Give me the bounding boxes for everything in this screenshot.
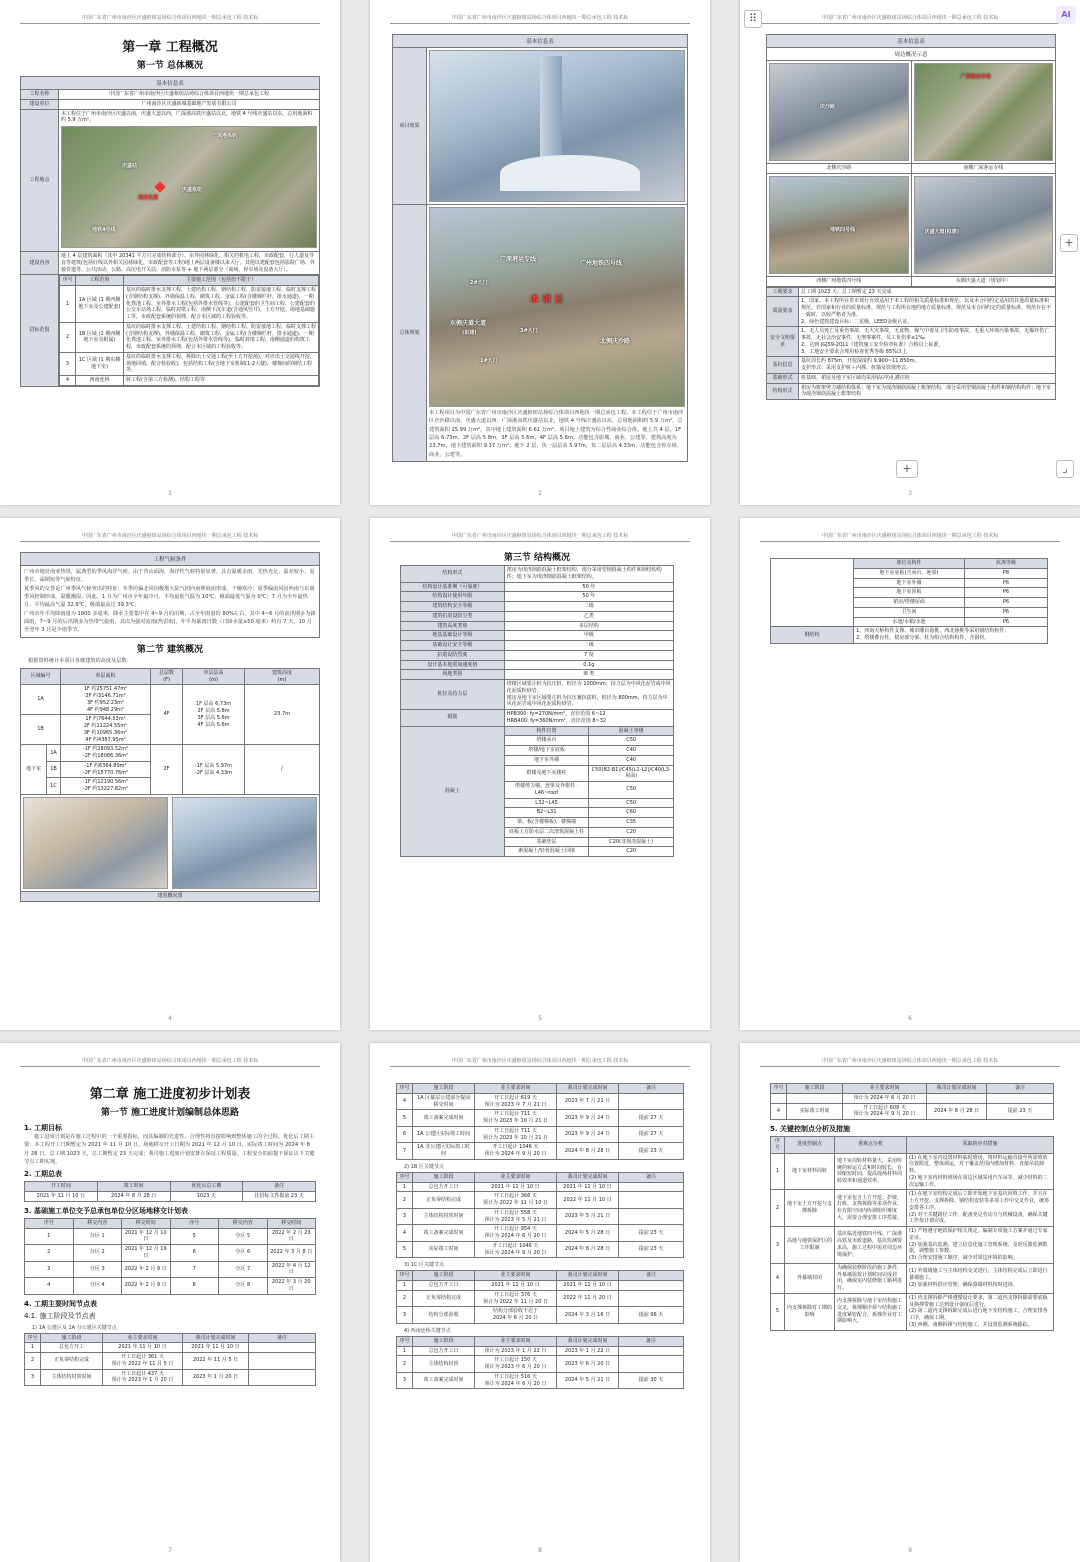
doc-page-1 — [0, 0, 340, 505]
page-header: 中国广东省广州市南沙区庆盛枢纽站场综合体项目西地块一期总承包工程 技术标 — [390, 14, 690, 24]
row-label: 工程名称 — [21, 90, 59, 100]
row-label: 建设单位 — [21, 99, 59, 109]
node-table-bridge: 序号 施工阶段 业主要求时间 我司计划完成时间 备注 1 总包方开工日 预计为 2023 年 1 月 22 日 2023 年 1 月 22 日 2 主体结构封顶 开工日起计 150 天 预计为 2023 年 6 月 20 日 2023 年 6 月 20 日 3 竣工备案完成时间 开工日起计 516 天 预计为 2024 年 6 月 20 日 2024 年 5 月 21 日 提前 30 天 — [396, 1336, 684, 1390]
ai-assistant-button[interactable]: AI — [1056, 6, 1076, 24]
page-header: 中国广东省广州市南沙区庆盛枢纽站场综合体项目西地块一期总承包工程 技术标 — [20, 14, 320, 24]
key-control-table: 序号 进度控制点 重难点分析 采取的应对措施 1 地下室材料周转 地下室周转材料量大，采用传统的转运方式和时间较长，有效缩短时间，提高现场材料周转效率和通道效率。 (1) 在地下室内设置材料临时堆场，将材料运输直接至所需堆放位置附近，整体调运，对于覆盖范围内增加材料，直接吊装卸料。 (2) 地下室内材料堆场在周边区域采用汽车吊等，减少材料的二次运输工作。 2 地下室土方开挖与支撑拆除 地下室包含土方开挖、护坡、打桩、支撑拆除等多项作业，在有限空间内协调组织难度大，需要合理安排工序搭接。 (1) 在地下室结构完成后立即开始地下室基坑回填工作，并且在土方开挖、支撑拆除、钢结构安装等多项工作中交叉作业，统筹安排各工序。 (2) 对于关键路径工作，配备充足劳动力与机械设备，确保关键工作按计划完成。 3 高地与地铁保护区的工作限制 基坑临近地铁四号线、广深港高铁及市政道路，基坑监测要求高，施工过程中需对周边环境保护。 (1) 严格遵守地铁保护相关规定，编制专项施工方案并通过专家论证。 (2) 加强基坑监测，建立信息化施工管理系统，及时反馈监测数据，调整施工参数。 (3) 合理安排施工顺序，减少对周边环境的影响。 4 外幕墙封闭 为确保装修阶段的施工条件，外幕墙需按计划时间完成封闭，确保室内装修施工顺利进行。 (1) 外幕墙施工与主体结构交叉进行，主体结构完成后立即进行幕墙施工。 (2) 加强材料供应管理，确保幕墙材料按时进场。 5 内支撑拆除对工期的影响 内支撑拆除与地下室结构施工交叉，拆撑顺序须与结构施工进度紧密配合，拆撑作业对工期影响大。 (1) 内支撑拆除严格遵循设计要求，第二道内支撑拆除需要底板及换撑带施工达到设计强度后进行。 (2) 第二道内支撑拆除完成后进行地下室结构施工，合理安排各工序，确保工期。 (3) 西侧、南侧拆撑与结构施工，并设置监测系统跟踪。 — [770, 1136, 1054, 1331]
page-header: 中国广东省广州市南沙区庆盛枢纽站场综合体项目西地块一期总承包工程 技术标 — [20, 532, 320, 542]
row-label: 招标范围 — [21, 275, 59, 387]
subheading: 5. 关键控制点分析及措施 — [770, 1125, 850, 1133]
doc-page-6 — [740, 518, 1080, 1030]
page-header: 中国广东省广州市南沙区庆盛枢纽站场综合体项目西地块一期总承包工程 技术标 — [390, 532, 690, 542]
tower-shape — [540, 56, 562, 161]
chapter-title: 第一章 工程概况 — [122, 40, 218, 55]
page-number: 3 — [908, 490, 912, 497]
drag-handle-icon[interactable]: ⠿ — [744, 10, 762, 28]
section-title: 第一节 总体概况 — [136, 61, 204, 71]
scope-table: 序号 工程范围 主要施工范围（包括但不限于） 1 1A 区域 (1 期西侧地下室及公建配套) 基坑的临时排水支撑工程、土建结构工程、钢结构工程、防雷接地工程、临时支撑工程(含钢结构支撑)、外墙保温工程、砌筑工程、金属工程(含楼梯栏杆、排水通道)、一期化粪池工程、室外排水工程(包括外排水管线等)、公建配套的卫生间工程、公建配套的公交车站场工程、临时封堵工程、南侧下沉车道(含通风竖井)、土方开挖、场地基础施工等，市政配套系统的预埋，配合本区域的工程验收等。 2 1B 区域 (1 期西侧地下室及附属) 基坑的临时排水支撑工程、土建结构工程、钢结构工程、防雷接地工程、临时支撑工程(含钢结构支撑)、外墙保温工程、砌筑工程、金属工程(含楼梯栏杆、排水通道)、一期化粪池工程、室外排水工程(包括外排水管线等)、临时封堵工程、南侧通道的构筑工程，市政配套系统的预埋，配合本区域的工程验收等。 3 1C 区域 (1 期东侧地下室) 基坑的临时排水支撑工程、拆除出土交通工程(至土方开挖场)，对应出土交通线开挖、场地回填，配合检验收)，包括结构工程(含地下室机制(1-2大楼)，楼梯间的钢结工程等。 4 西南连桥 桩工程(含第三方检测)、结构工程等 — [59, 275, 319, 386]
page-number: 9 — [908, 1547, 912, 1554]
subheading: 4.1. 施工阶段及节点表 — [24, 1311, 96, 1320]
doc-page-3 — [740, 0, 1080, 505]
section-title: 第三节 结构概况 — [503, 553, 571, 563]
chapter-title: 第二章 施工进度初步计划表 — [89, 1087, 251, 1102]
master-plan-image — [429, 207, 685, 407]
plan-label: (拟建) — [462, 330, 477, 336]
plan-label: 2#大门 — [470, 280, 488, 286]
doc-page-5 — [370, 518, 710, 1030]
plan-label: 1#大门 — [480, 358, 498, 364]
page-number: 8 — [538, 1547, 542, 1554]
table-subcaption: 周边概况示意 — [766, 47, 1056, 60]
table-caption: 基本信息表 — [392, 34, 688, 47]
climate-text: 广州市地处南亚热带，属典型的季风海洋气候。由于背山面海，海洋性气候特别显著，具有温暖多雨、光热充足、温差较小、夏季长、霜期短等气候特征。 夏季风的交替是广州季风气候突出的特征：冬季的偏北风因极地大陆气团向南伸展而形成，干燥寒冷；夏季偏南风因西南与东南季风控制形成，温暖潮湿。因此，1 月为广州市全年最冷月，平均最低气温为 10℃，极端最低气温为 0℃；7 月为全年最热月，平均最高气温 32.6℃，极端最高达 39.3℃。 广州市年平均降雨量为 1800 多毫米，降水主要集中在 4~9 月的汛期，占全年雨量的 80%左右，其中 4~6 月的前汛期多为锋面雨，7~9 月的后汛期多为热带气旋雨，其次为强对流雨(热雷雨)，年平均暴雨日数（日降水量≥50 毫米）约有 7 天，10 月至翌年 3 月是少雨季节。 — [20, 565, 320, 638]
page-number: 4 — [168, 1015, 172, 1022]
building-render-image — [23, 797, 168, 889]
structure-table: 结构形式 裙房为现浇钢筋混凝土框架结构，部分采用型钢混凝土构件和钢结构构件；地下室为现浇钢筋混凝土框架结构。 结构设计基准期（可靠度） 50 年 结构设计使用年限 50 年 建筑结构安全等级 二级 建筑抗震设防分类 乙类 建筑高度类别 多层结构 地基基础设计等级 甲级 基础设计安全等级 二级 抗震设防烈度 7 度 设计基本地震加速度值 0.1g 场地类别 III 类 桩径及持力层 塔楼区域要注桩为抗压桩，桩径为 1000mm，持力层为中风化泥岩或中风化泥质粉砂岩。 裙房及地下室区域要注桩为抗压兼抗拔桩，桩径为 800mm，持力层为中风化泥岩或中风化泥质粉砂岩。 钢筋 HPB300: fy=270N/mm²，直径范围 6~12 HRB400: fy=360N/mm²，直径范围 8~32 混凝土 构件位置 混凝土等级 塔楼承台 C50 塔楼/地下室底板 C40 地下室外墙 C40 群楼及地下室楼柱 C50(B2-B1)/C45(L1-L2)/C40(L3-屋面) 塔楼剪力墙、连梁及外框柱 · L46~roof C50 L32~L45 C50 B2~L31 C60 梁、板(含楼梯板)，楼梯墙 C35 底板上方防水层二次浇筑混凝土柱 C20 基础垫层 C20(非现浇混凝土) 素混凝土/轻骨混凝土回填 C20 — [400, 565, 674, 857]
surrounding-photo: 地铁四号线 — [769, 176, 909, 274]
add-below-button[interactable]: + — [896, 460, 918, 478]
row-label: 总体规划 — [393, 205, 427, 462]
plan-label: 广深港运专线 — [500, 256, 537, 263]
podium-shape — [500, 155, 640, 191]
page-number: 6 — [908, 1015, 912, 1022]
node-table-1c: 序号 施工阶段 业主要求时间 我司计划完成时间 备注 1 总包方开工日 2021 年 11 月 10 日 2021 年 11 月 10 日 2 正负零结构完成 开工日起计 376 天 预计为 2022 年 11 月 20 日 2022 年 11 月 20 日 3 结构分部验收 结构分部验收不迟于 2024 年 6 月 20 日 2024 年 3 月 16 日 提前 96 天 — [396, 1270, 684, 1324]
schedule-goal-text: 施工进度计划是在施工过程中的一个重要指标，而其编制的先进性、合理性将直接影响到整体施工的全过程。优化后工期主要：本工程开工日期暂定为 2021 年 11 月 10 日，场地移交开工日期为 2021 年 12 月 10 日，实际竣工时间为 2024 年 8 月 28 日，总工期 1023 天，总工期暂定 23 天完成；我司施工进度计划安排在保证工程质量、工程安全的前提下保证以下关键节点工期实现。 — [24, 1134, 315, 1165]
node-table: 序号 施工阶段 业主要求时间 我司计划完成时间 备注 1 总包方开工 2021 年 11 月 10 日 2021 年 11 月 10 日 2 正负零结构完成 开工日起计 361 天 预计为 2022 年 11 月 5 日 2022 年 11 月 5 日 3 主体结构封顶时间 开工日起计 437 天 预计为 2023 年 1 月 20 日 2023 年 1 月 20 日 — [24, 1333, 316, 1387]
section-title: 第二节 建筑概况 — [136, 644, 204, 655]
subheading: 3. 基础施工单位交予总承包单位分区场地移交计划表 — [24, 1206, 188, 1215]
map-label: 庆盛枢纽 — [182, 187, 203, 193]
basic-info-table — [20, 89, 320, 387]
intro-text: 根据资料统计本项目各楼建筑的高度及层数： — [28, 657, 132, 664]
surrounding-photo: 广深客运专线 — [914, 63, 1054, 161]
project-image-table — [392, 47, 688, 462]
row-value: 地上 4 层建筑面积（其中 20341 平方只完成结构部分）、室外园林绿化、相关的机电工程，市政配套，行人道及导盲等建筑(包括红线以外相关园林绿化，市政配套等工程)地上两层设备楼以来大厅，其他以建配套包括影院广场、外接管道等，公共活动、公路、高压电开关站、消防水泵等 + 地下两层部分（商场、停车场及设备大厅）。 — [59, 252, 320, 275]
impermeability-table: 部位及构件 抗渗等级 地下室底板(含承台、地梁) P8 地下室外墙 P6 地下室顶板 P6 裙房/塔楼屋面 P6 卫生间 P6 水池/水箱/水池 P6 钢结构 1、西南天桥构件支撑、城市雕台悬挑、西北悬挑等采用钢结构构件； 2、塔楼叠台柱、裙房部分梁、柱为组合结构构件，含钢材。 — [770, 558, 1048, 644]
row-label: 项目效果 — [393, 48, 427, 205]
list-heading: 3) 1C 区关键节点 — [404, 1262, 444, 1269]
doc-page-4 — [0, 518, 340, 1030]
doc-page-7 — [0, 1043, 340, 1562]
section-title: 第一节 施工进度计划编制总体思路 — [100, 1108, 240, 1118]
row-value: 中国广东省广州市南沙区庆盛枢纽站场综合体项目西地块一期总承包工程 — [59, 90, 320, 100]
page-number: 2 — [538, 490, 542, 497]
project-rendering-image — [429, 50, 685, 202]
row-value: 广州南沙区庆盛新城基础地产发展有限公司 — [59, 99, 320, 109]
building-table: 区域编号 单层面积 总层数 (F) 单层层高 (m) 建筑高度 (m) 1A 1F 约25751.47m² 2F 约3146.71m² 3F 约952.23m² 4F 约948.29m² 4F 1F 层高 6.73m 2F 层高 5.8m 3F 层高 5.6m 4F 层高 5.6m 23.7m 1B 1F 约7644.53m² 2F 约11224.55m² 3F 约10965.36m² 4F 约4387.95m² 地下室 1A -1F 约28093.52m² -2F 约18086.36m² 2F -1F 层高 5.97m -2F 层高 4.33m / 1B -1F 约6364.89m² -2F 约15770.76m² 1C -1F 约12190.56m² -2F 约13227.82m² 建筑概况图 — [20, 668, 320, 902]
plan-label: 广州地铁四号线 — [580, 260, 623, 267]
plan-label: 东侧庆盛大道 — [450, 320, 487, 327]
location-marker-icon — [154, 181, 165, 192]
list-heading: 1) 1A 公建区及 1A 分公建区关键节点 — [32, 1324, 117, 1331]
render-caption: 建筑概况图 — [21, 891, 320, 901]
doc-page-8 — [370, 1043, 710, 1562]
location-text: 本工程位于广州市南沙区庆盛以南，庆盛大道以西，广深港高铁庆盛站以北，地铁 4 号线庆盛站以东，总用地面积约 5.9 万m²。 — [61, 110, 313, 124]
map-label: 庆盛站 — [122, 163, 138, 169]
page-number: 7 — [168, 1547, 172, 1554]
map-label: 地铁4号线 — [92, 227, 116, 233]
surrounding-photo: 庆沙路 — [769, 63, 909, 161]
table-caption: 基本信息表 — [20, 76, 320, 89]
plan-label: 北侧庆沙路 — [600, 338, 631, 345]
doc-page-9 — [740, 1043, 1080, 1562]
doc-page-2 — [370, 0, 710, 505]
page-number: 5 — [538, 1015, 542, 1022]
handover-table: 序号 移交内容 移交时间 序号 移交内容 移交时间 1 分区 1 2021 年 12 月 10 日 5 分区 5 2022 年 2 月 23 日 2 分区 2 2021 年 12 月 19 日 6 分区 6 2022 年 3 月 8 日 3 分区 3 2022 年 2 月 9 日 7 分区 7 2022 年 4 月 12 日 4 分区 4 2022 年 2 月 9 日 8 分区 8 2022 年 3 月 20 日 — [24, 1218, 316, 1295]
schedule-summary-table: 开工时间 竣工时间 优化后总工期 备注 2021 年 11 月 10 日 2024 年 8 月 28 日 1023 天 比招标文件提前 23 天 — [24, 1181, 316, 1202]
table-caption: 基本信息表 — [766, 34, 1056, 47]
list-heading: 4) 西南连桥关键节点 — [404, 1327, 451, 1334]
map-label: 广深港高铁 — [212, 133, 238, 139]
surroundings-table: 庆沙路 广深客运专线 北侧庆沙路 南侧广深客运专线 地铁四号线 庆盛大道(拟建) 西侧广州地铁四号线 东侧庆盛大道（规划中） — [766, 60, 1056, 287]
node-table-1b: 序号 施工阶段 业主要求时间 我司计划完成时间 备注 1 总包方开工日 2021 年 11 月 10 日 2021 年 11 月 10 日 2 正负零结构完成 开工日起计 366 天 预计为 2022 年 11 月 10 日 2022 年 11 月 10 日 3 主体结构封顶时间 开工日起计 558 天 预计为 2023 年 5 月 21 日 2023 年 5 月 21 日 4 竣工备案完成时间 开工日起计 954 天 预计为 2024 年 6 月 20 日 2024 年 5 月 28 日 提前 23 天 5 实际竣工时间 开工日起计 1046 天 预计为 2024 年 9 月 20 日 2024 年 8 月 28 日 提前 23 天 — [396, 1172, 684, 1259]
page-header: 中国广东省广州市南沙区庆盛枢纽站场综合体项目西地块一期总承包工程 技术标 — [760, 1057, 1060, 1067]
page-header: 中国广东省广州市南沙区庆盛枢纽站场综合体项目西地块一期总承包工程 技术标 — [760, 14, 1060, 24]
table-caption: 工程气候条件 — [20, 552, 320, 565]
node-table-continued: 序号 施工阶段 业主要求时间 我司计划完成时间 备注 预计为 2024 年 6 月 20 日 4 实际竣工时间 开工日起计 608 天 预计为 2024 年 9 月 20 日 2024 年 8 月 28 日 提前 23 天 — [770, 1083, 1054, 1120]
site-location-map — [61, 126, 317, 248]
project-description: 本工程项目为中国广东省广州市南沙区庆盛枢纽站场综合体项目西地块一期总承包工程。本工程位于广州市南沙区庆沙路以南，庆盛大道以西，广深港高铁庆盛站以北，地铁 4 号线庆盛站以东，总用地面积约 5.9 万m²，总建筑面积 15.99 万m²，其中地上建筑面积 6.61 万m²，项目地上建筑为综合性商业综合体。地上共 4 层，1F 层高 6.73m，2F 层高 5.8m，3F 层高 5.6m，4F 层高 5.6m。功能包含影城、商业、公建等。建筑高度为 23.7m，地下建筑面积 9.37 万m²，地下 2 层，负一层层高 5.97m，负二层层高 4.33m，功能包含停车场、商业、公建等。 — [429, 410, 684, 458]
page-header: 中国广东省广州市南沙区庆盛枢纽站场综合体项目西地块一期总承包工程 技术标 — [760, 532, 1060, 542]
row-label: 工程地点 — [21, 109, 59, 252]
subheading: 1. 工期目标 — [24, 1124, 62, 1132]
page-number: 1 — [168, 490, 172, 497]
subheading: 2. 工期总表 — [24, 1170, 62, 1179]
subheading: 4. 工期主要时间节点表 — [24, 1299, 97, 1308]
page-header: 中国广东省广州市南沙区庆盛枢纽站场综合体项目西地块一期总承包工程 技术标 — [20, 1057, 320, 1067]
row-label: 建设内容 — [21, 252, 59, 275]
page-header: 中国广东省广州市南沙区庆盛枢纽站场综合体项目西地块一期总承包工程 技术标 — [390, 1057, 690, 1067]
requirements-table: 工期要求 总工期 1023 天；总工期暂定 23 天完成 质量要求 1、国家、本工程所在省市现行有效适用于本工程的相关质量标准和规范，以及本合同约定适用的其他质量标准和规范。若国家和行业的质量标准、规范与工程所在地的地方质量标准、规范及本合同约定的质量标准、规范存在不一致时，以较严格者为准。 2、绿色建筑建设目标：二星级，LEED金级认证。 安全文明要求 1、无人员死亡及重伤事故，无火灾事故，无食物、煤气中毒及卫生防疫事故，无重大环境污染事故，无爆炸伤亡事故，无社会治安事件，无刑事案件，员工负伤率≤1‰ 2、达到 JGJ59-2011《建筑施工安全检查标准》合格以上标准。 3、工地安全要求合理用检查优秀等级 85%以上 基坑信息 基坑周长约 875m，开挖深度约 9.900~11.850m。 支护形式：采用支护桩＋内撑、桩锚及放坡形式。 基础形式 桩基础、裙房及地下室区域均采用钻(冲)孔灌注桩 结构形式 裙房为框架剪力墙结构体系；地下室为现浇钢筋混凝土框架结构，部分采用型钢混凝土构件和钢结构构件；地下室为现浇钢筋混凝土框架结构 — [766, 287, 1056, 401]
plan-label: 本 项 目 — [530, 295, 564, 305]
list-heading: 2) 1B 区关键节点 — [404, 1163, 444, 1170]
resize-corner-icon[interactable]: ⌟ — [1056, 460, 1074, 478]
surrounding-photo: 庆盛大道(拟建) — [914, 176, 1054, 274]
map-label: 项目位置 — [138, 195, 159, 201]
building-render-image — [172, 797, 317, 889]
plan-label: 3#大门 — [520, 328, 538, 334]
node-table-1a: 序号 施工阶段 业主要求时间 我司计划完成时间 备注 4 1A 区幕层公建部分提前移交时间 开工日起计 619 天 预计为 2023 年 7 月 21 日 2023 年 7 月 21 日 5 竣工备案完成时间 开工日起计 711 天 预计为 2023 年 10 月 21 日 2023 年 9 月 24 日 提前 27 天 6 1A 公建区实际竣工时间 开工日起计 711 天 预计为 2023 年 10 月 21 日 2023 年 9 月 24 日 提前 27 天 7 1A 非公建区实际竣工时间 开工日起计 1046 天 预计为 2024 年 9 月 20 日 2024 年 8 月 28 日 提前 23 天 — [396, 1083, 684, 1160]
add-right-button[interactable]: + — [1060, 234, 1078, 252]
